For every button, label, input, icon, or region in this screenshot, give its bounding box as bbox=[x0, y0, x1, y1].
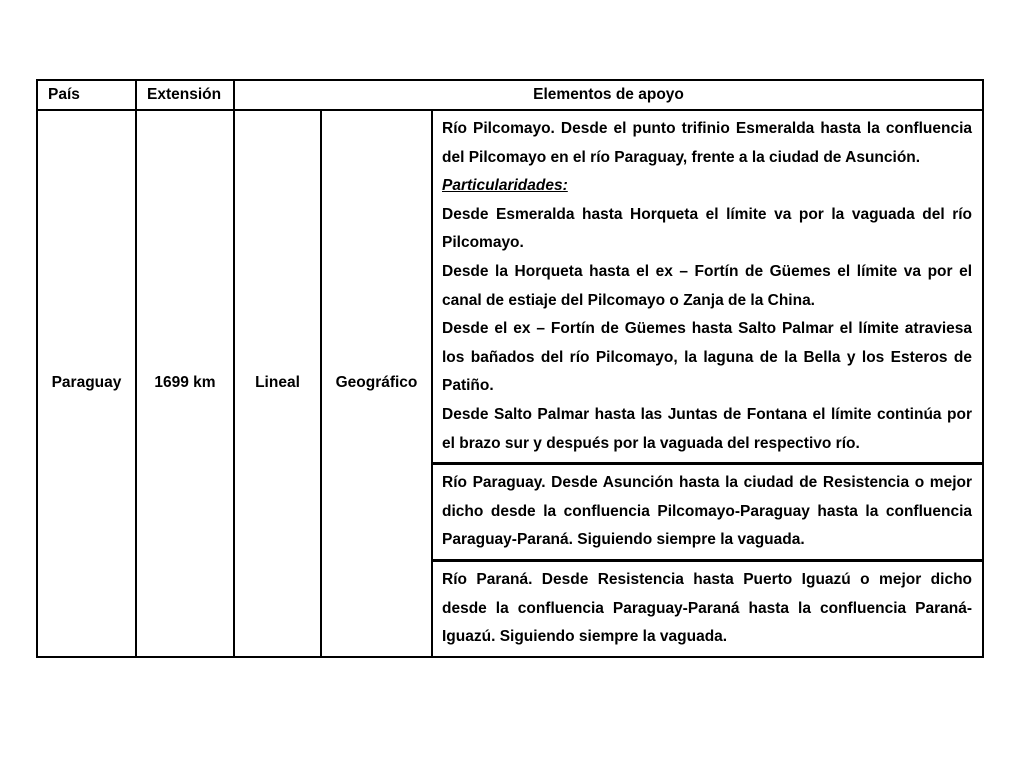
detail-3: Desde el ex – Fortín de Güemes hasta Salto Palmar el límite atraviesa los bañados del río Pilcomayo, la laguna de la Bella y los Esteros de Patiño. bbox=[442, 320, 973, 395]
detail-1: Desde Esmeralda hasta Horqueta el límite va por la vaguada del río Pilcomayo. bbox=[442, 205, 973, 252]
segment-paraguay bbox=[432, 464, 983, 561]
detail-2: Desde la Horqueta hasta el ex – Fortín de Güemes el límite va por el canal de estiaje del Pilcomayo o Zanja de la China. bbox=[442, 262, 973, 309]
segment-pilcomayo bbox=[432, 110, 983, 464]
header-elementos: Elementos de apoyo bbox=[234, 80, 983, 110]
segment-pilcomayo-intro: Río Pilcomayo. Desde el punto trifinio Esmeralda hasta la confluencia del Pilcomayo en el río Paraguay, frente a la ciudad de Asunción. bbox=[442, 120, 973, 166]
particularidades-label: Particularidades: bbox=[442, 177, 568, 195]
segment-parana bbox=[432, 560, 983, 656]
border-table bbox=[36, 79, 984, 658]
header-pais: País bbox=[37, 80, 136, 110]
table-row bbox=[37, 110, 983, 464]
segment-paraguay-intro: Río Paraguay. Desde Asunción hasta la ciudad de Resistencia o mejor dicho desde la confluencia Pilcomayo-Paraguay hasta la confluencia Paraguay-Paraná. Siguiendo siempre la vaguada. bbox=[442, 474, 973, 549]
cell-clase: Geográfico bbox=[321, 110, 432, 657]
cell-extension: 1699 km bbox=[136, 110, 234, 657]
header-extension: Extensión bbox=[136, 80, 234, 110]
segment-parana-intro: Río Paraná. Desde Resistencia hasta Puerto Iguazú o mejor dicho desde la confluencia Paraguay-Paraná hasta la confluencia Paraná-Iguazú. Siguiendo siempre la vaguada. bbox=[442, 570, 973, 646]
cell-pais: Paraguay bbox=[37, 110, 136, 657]
header-row bbox=[37, 80, 983, 110]
detail-4: Desde Salto Palmar hasta las Juntas de Fontana el límite continúa por el brazo sur y después por la vaguada del respectivo río. bbox=[442, 405, 973, 452]
cell-tipo: Lineal bbox=[234, 110, 321, 657]
